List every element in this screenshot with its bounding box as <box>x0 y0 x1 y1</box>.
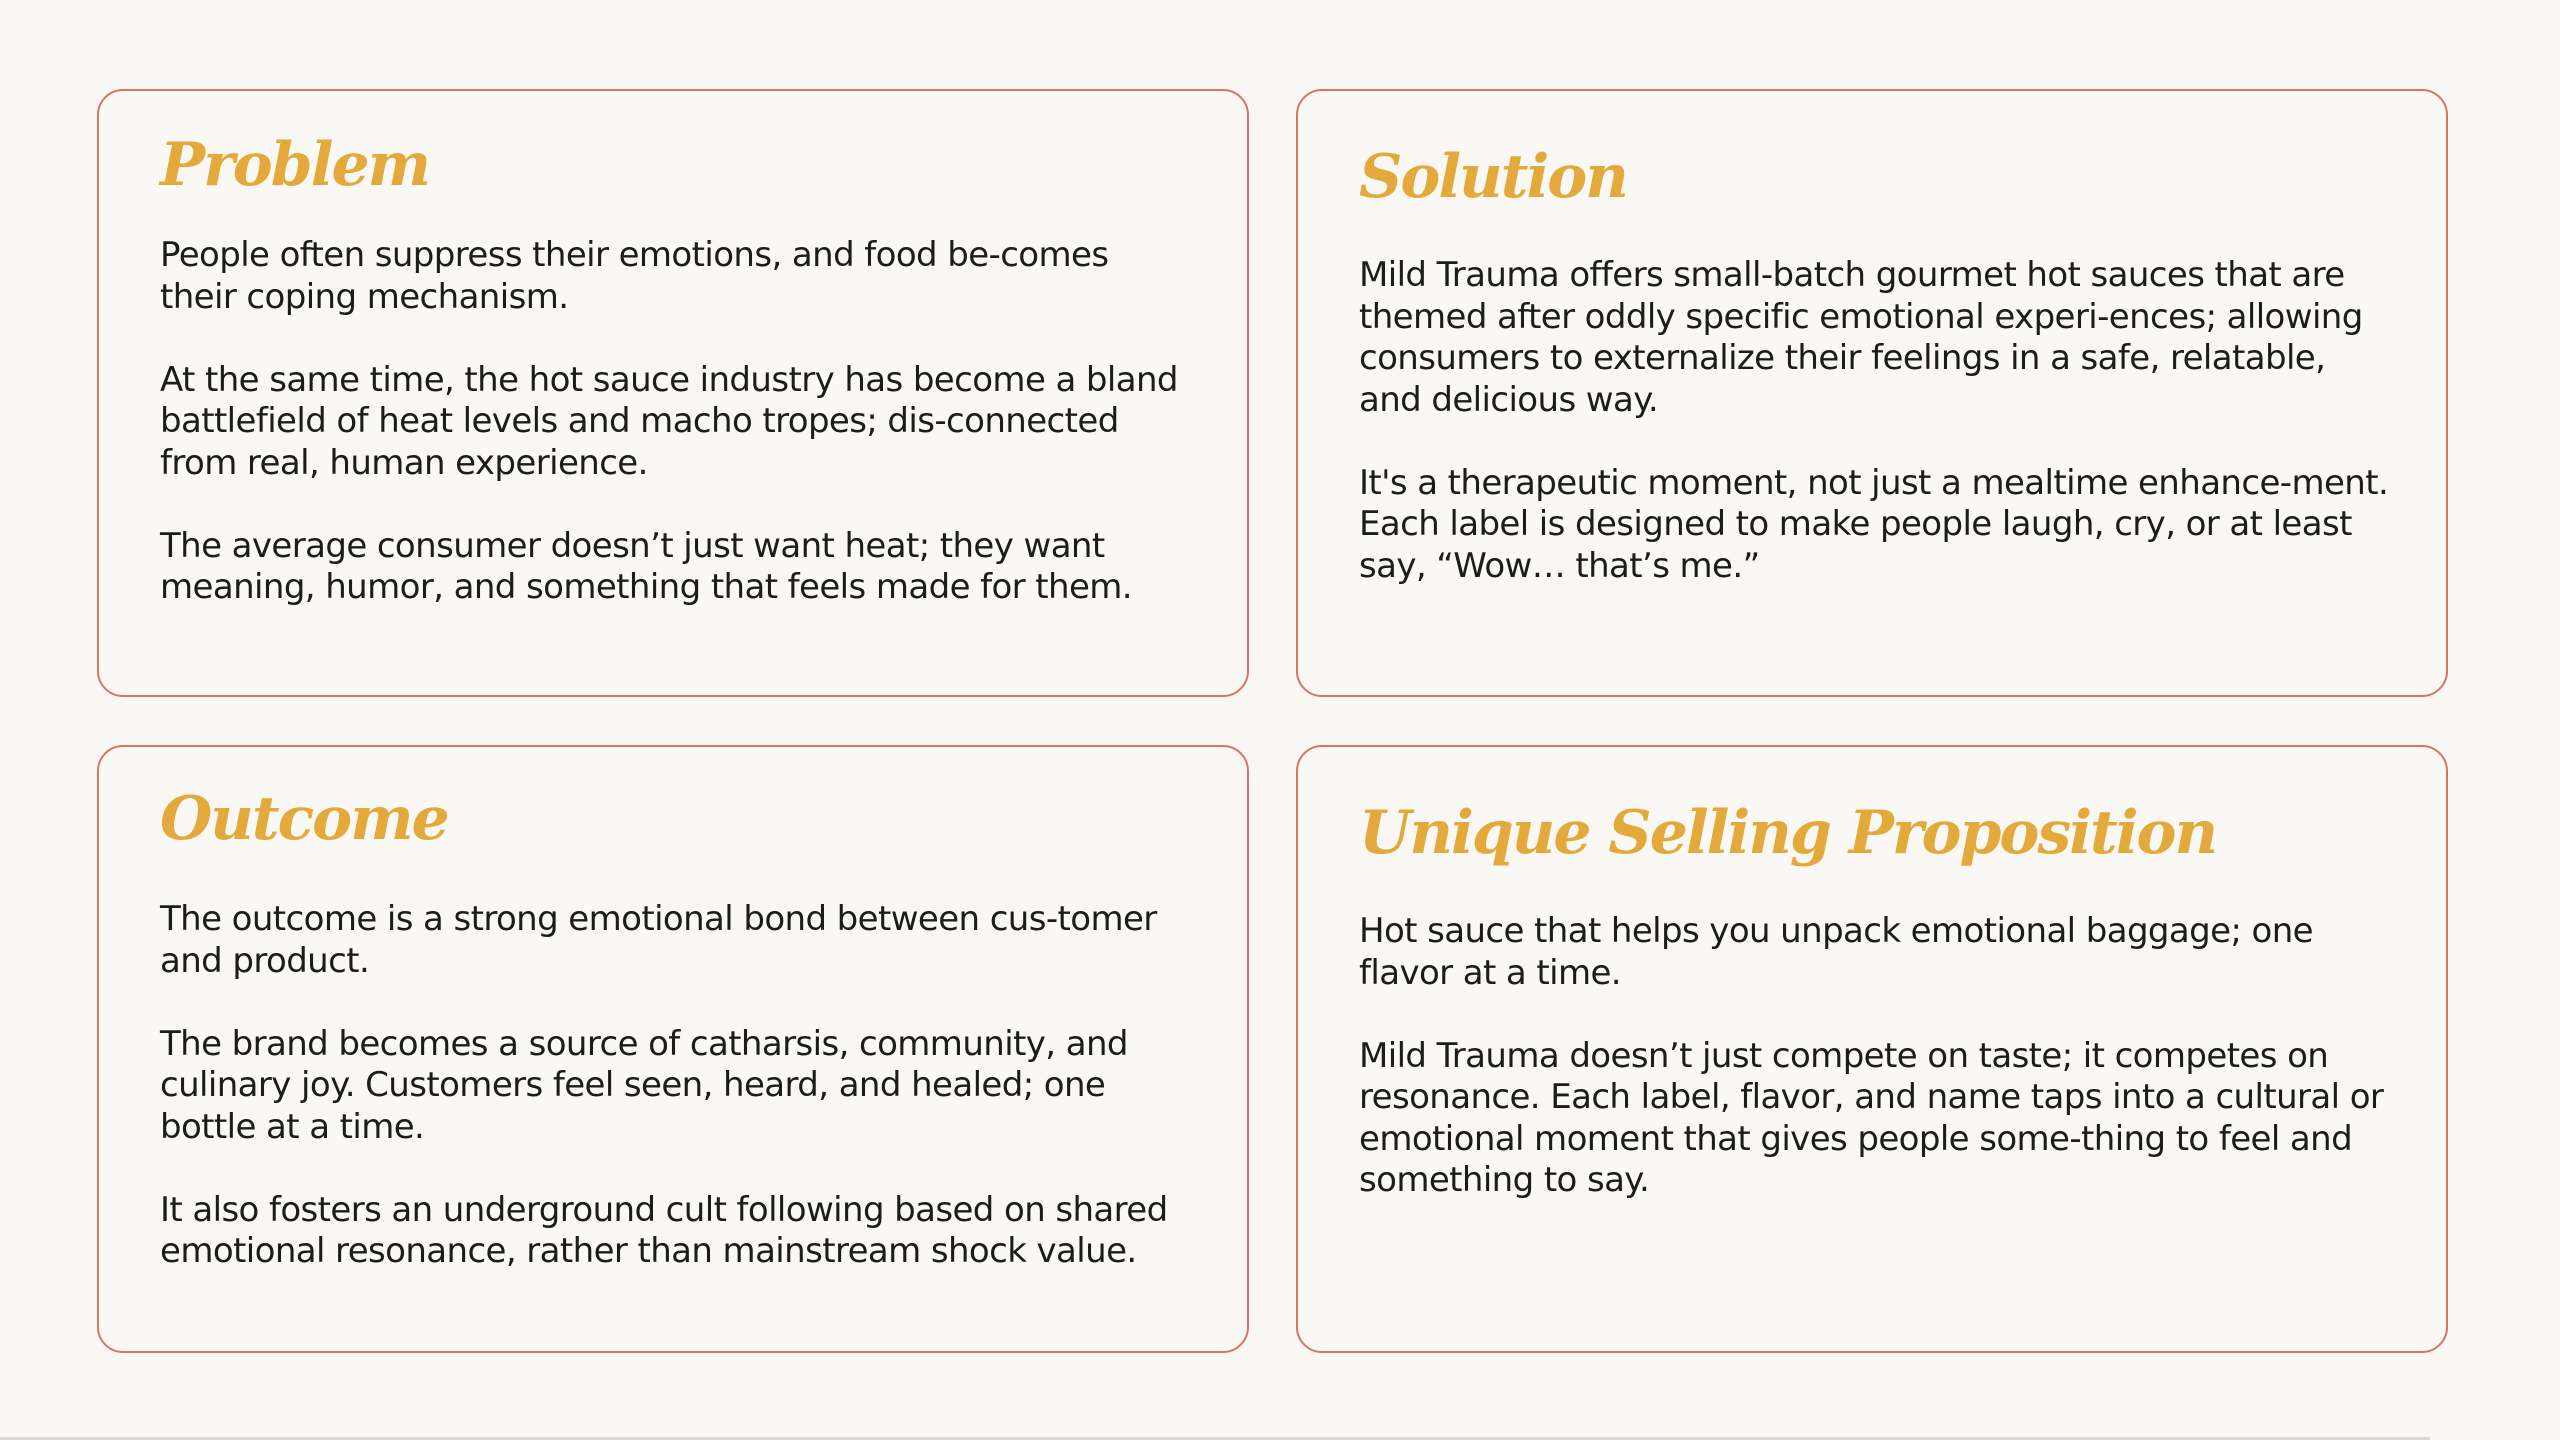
usp-paragraph-2: Mild Trauma doesn’t just compete on taste; it competes on resonance. Each label, flavor, and name taps into a cultural or emotional moment that gives people some-thing to feel and something to say. <box>1359 1035 2384 1200</box>
solution-paragraph-1: Mild Trauma offers small-batch gourmet hot sauces that are themed after oddly specific emotional experi-ences; allowing consumers to externalize their feelings in a safe, relatable, and delicious way. <box>1359 255 2363 420</box>
problem-paragraph-2: At the same time, the hot sauce industry has become a bland battlefield of heat levels and macho tropes; dis-connected from real, human experience. <box>160 359 1178 483</box>
usp-paragraph-1: Hot sauce that helps you unpack emotional baggage; one flavor at a time. <box>1359 911 2313 993</box>
usp-card <box>1296 745 2448 1353</box>
outcome-card <box>97 745 1249 1353</box>
outcome-paragraph-3: It also fosters an underground cult following based on shared emotional resonance, rather than mainstream shock value. <box>160 1189 1168 1271</box>
problem-paragraph-1: People often suppress their emotions, and food be-comes their coping mechanism. <box>160 235 1109 317</box>
problem-title: Problem <box>160 130 430 200</box>
problem-card <box>97 89 1249 697</box>
solution-paragraph-2: It's a therapeutic moment, not just a mealtime enhance-ment. Each label is designed to make people laugh, cry, or at least say, “Wow… that’s me.” <box>1359 462 2389 586</box>
solution-body <box>1359 255 2392 587</box>
outcome-body <box>160 899 1193 1273</box>
outcome-title: Outcome <box>160 784 448 854</box>
solution-card <box>1296 89 2448 697</box>
problem-body <box>160 235 1193 609</box>
outcome-paragraph-2: The brand becomes a source of catharsis, community, and culinary joy. Customers feel seen, heard, and healed; one bottle at a time. <box>160 1023 1128 1147</box>
usp-body <box>1359 911 2392 1202</box>
outcome-paragraph-1: The outcome is a strong emotional bond between cus-tomer and product. <box>160 899 1157 981</box>
solution-title: Solution <box>1359 142 1627 212</box>
usp-title: Unique Selling Proposition <box>1359 798 2217 868</box>
problem-paragraph-3: The average consumer doesn’t just want heat; they want meaning, humor, and something that feels made for them. <box>160 525 1132 607</box>
